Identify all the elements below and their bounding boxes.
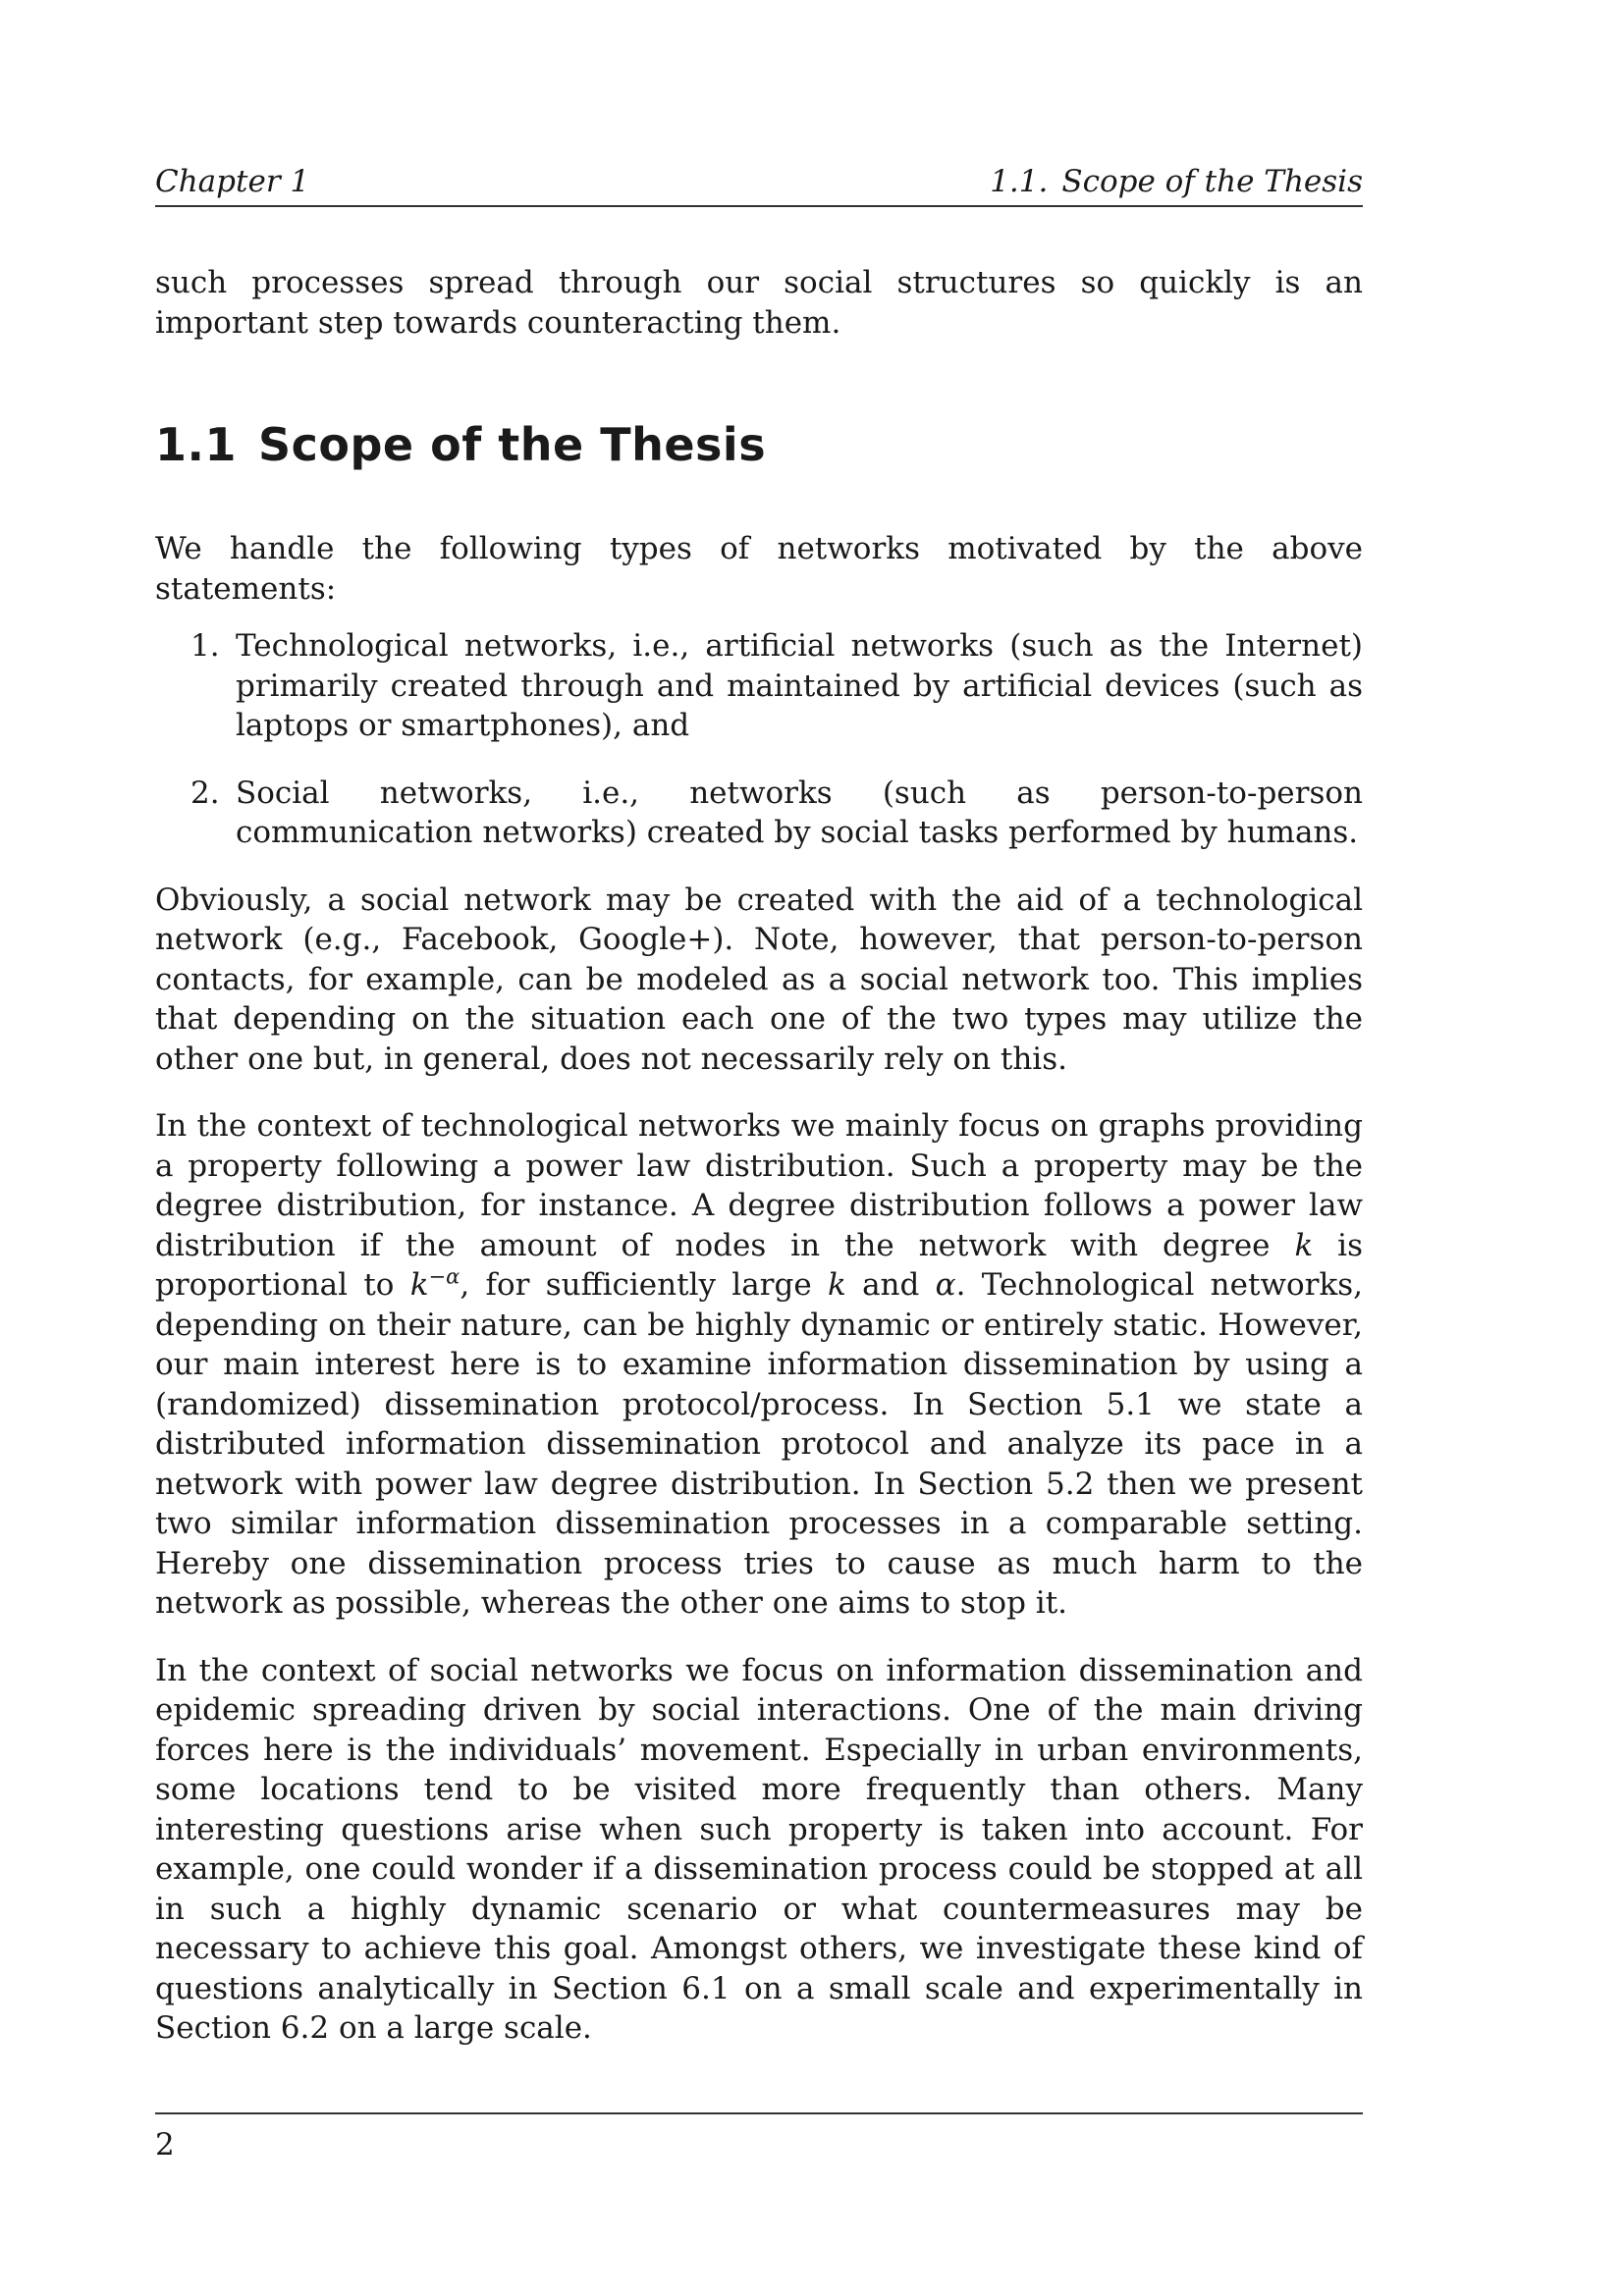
list-marker: 2.	[190, 774, 220, 811]
math-exponent: −α	[428, 1264, 460, 1289]
intro-paragraph: such processes spread through our social structures so quickly is an important step towards counteracting them.	[155, 265, 1363, 341]
page-number: 2	[155, 2127, 175, 2163]
page-content	[155, 263, 1363, 2049]
list-item-text: Technological networks, i.e., artificial networks (such as the Internet) primarily created through and maintained by artificial devices (such as laptops or smartphones), and	[236, 628, 1363, 743]
list-item	[155, 626, 1363, 746]
list-item	[155, 774, 1363, 853]
network-types-list	[155, 626, 1363, 853]
header-section-title: Scope of the Thesis	[1061, 164, 1363, 199]
math-k: k	[409, 1267, 429, 1303]
math-k: k	[827, 1267, 846, 1303]
text-run: is proportional to	[155, 1227, 1363, 1303]
section-heading	[155, 417, 1363, 472]
list-item-text: Social networks, i.e., networks (such as person-to-person communication networks) created by social tasks performed by humans.	[236, 774, 1363, 850]
text-run: and	[845, 1267, 936, 1303]
running-header	[155, 162, 1363, 207]
lead-sentence: We handle the following types of networks motivated by the above statements:	[155, 531, 1363, 607]
text-run: , for sufficiently large	[460, 1267, 828, 1303]
paragraph-social-networks: In the context of social networks we focus on information dissemination and epidemic spreading driven by social interactions. One of the main driving forces here is the individuals’ movement. Especially in urban environments, some locations tend to be visited more frequently than others. Many interesting questions arise when such property is taken into account. For example, one could wonder if a dissemination process could be stopped at all in such a highly dynamic scenario or what countermeasures may be necessary to achieve this goal. Amongst others, we investigate these kind of questions analytically in Section 6.1 on a small scale and experimentally in Section 6.2 on a large scale.	[155, 1652, 1363, 2046]
page	[155, 0, 1363, 2296]
header-section-number: 1.1.	[990, 164, 1049, 199]
header-section-label	[990, 162, 1363, 201]
paragraph-technological-networks	[155, 1106, 1363, 1624]
footer-rule	[155, 2112, 1363, 2114]
section-title: Scope of the Thesis	[258, 418, 767, 471]
math-k: k	[1294, 1227, 1314, 1263]
math-alpha: α	[935, 1267, 956, 1303]
text-run: In the context of technological networks we mainly focus on graphs providing a property following a power law distribution. Such a property may be the degree distribution, for instance. A degree distribution follows a power law distribution if the amount of nodes in the network with degree	[155, 1108, 1363, 1263]
header-chapter-label: Chapter 1	[155, 164, 310, 199]
section-number: 1.1	[155, 418, 237, 471]
list-marker: 1.	[190, 628, 220, 664]
paragraph-obviously: Obviously, a social network may be created with the aid of a technological network (e.g., Facebook, Google+). Note, however, that person-to-person contacts, for example, can be modeled as a social network too. This implies that depending on the situation each one of the two types may utilize the other one but, in general, does not necessarily rely on this.	[155, 881, 1363, 1077]
text-run: . Technological networks, depending on their nature, can be highly dynamic or entirely static. However, our main interest here is to examine information dissemination by using a (randomized) dissemination protocol/process. In Section 5.1 we state a distributed information dissemination protocol and analyze its pace in a network with power law degree distribution. In Section 5.2 then we present two similar information dissemination processes in a comparable setting. Hereby one dissemination process tries to cause as much harm to the network as possible, whereas the other one aims to stop it.	[155, 1267, 1364, 1621]
